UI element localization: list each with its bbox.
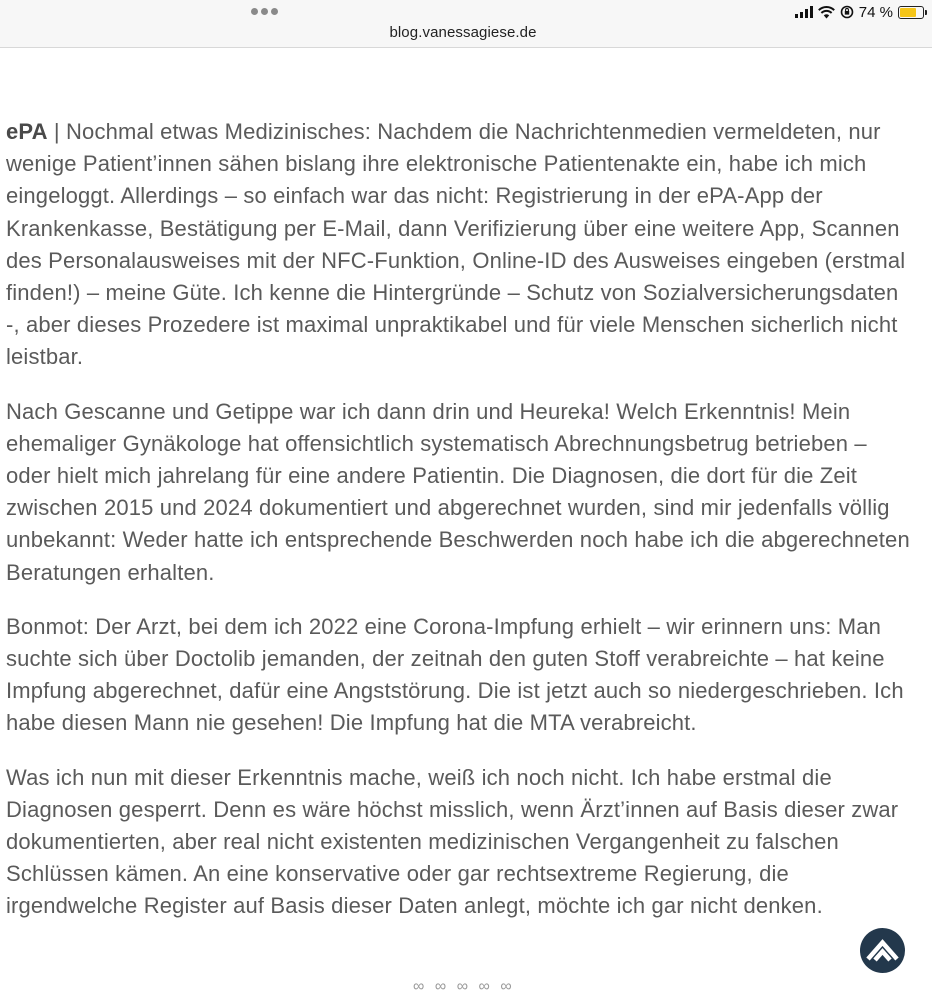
- battery-icon: [898, 6, 924, 19]
- article-paragraph: Bonmot: Der Arzt, bei dem ich 2022 eine Corona-Impfung erhielt – wir erinnern uns: Man suchte sich über Doctolib jemanden, der zeitnah den guten Stoff verabreichte – hat keine Impfung abgerechnet, dafür eine Angststörung. Die ist jetzt auch so niedergeschrieben. Ich habe diesen Mann nie gesehen! Die Impfung hat die MTA verabreicht.: [6, 613, 904, 736]
- article-paragraph: Was ich nun mit dieser Erkenntnis mache, weiß ich noch nicht. Ich habe erstmal die Diagnosen gesperrt. Denn es wäre höchst misslich, wenn Ärzt’innen auf Basis dieser zwar dokumentierten, aber real nicht existenten medizinischen Vergangenheit zu falschen Schlüssen kämen. An eine konservative oder gar rechtsextreme Regierung, die irgendwelche Register auf Basis dieser Daten anlegt, möchte ich gar nicht denken.: [6, 764, 899, 919]
- wifi-icon: [818, 6, 835, 19]
- article-body: [6, 116, 916, 945]
- scroll-to-top-button[interactable]: [860, 928, 905, 973]
- battery-fill: [900, 8, 916, 17]
- paragraph-text: Nochmal etwas Medizinisches: Nachdem die Nachrichtenmedien vermeldeten, nur wenige Patient’innen sähen bislang ihre elektronische Patientenakte ein, habe ich mich eingeloggt. Allerdings – so einfach war das nicht: Registrierung in der ePA-App der Krankenkasse, Bestätigung per E-Mail, dann Verifizierung über eine weitere App, Scannen des Personalausweises mit der NFC-Funktion, Online-ID des Ausweises eingeben (erstmal finden!) – meine Güte. Ich kenne die Hintergründe – Schutz von Sozialversicherungsdaten -, aber dieses Prozedere ist maximal unpraktikabel und für viele Menschen sicherlich nicht leistbar.: [6, 119, 906, 370]
- chevron-up-icon: [860, 928, 905, 973]
- signal-icon: [795, 6, 813, 18]
- article-paragraph: Nach Gescanne und Getippe war ich dann drin und Heureka! Welch Erkenntnis! Mein ehemaliger Gynäkologe hat offensichtlich systematisch Abrechnungsbetrug betrieben – oder hielt mich jahrelang für eine andere Patientin. Die Diagnosen, die dort für die Zeit zwischen 2015 und 2024 dokumentiert und abgerechnet wurden, sind mir jedenfalls völlig unbekannt: Weder hatte ich entsprechende Beschwerden noch habe ich die abgerechneten Beratungen erhalten.: [6, 398, 910, 585]
- orientation-lock-icon: [840, 5, 854, 19]
- post-separator: ∞ ∞ ∞ ∞ ∞: [413, 978, 515, 995]
- article-tag: ePA: [6, 119, 48, 144]
- article-paragraph: [6, 116, 916, 374]
- battery-percentage: 74 %: [858, 3, 893, 21]
- url-label[interactable]: blog.vanessagiese.de: [389, 24, 537, 41]
- tag-separator: |: [47, 119, 67, 144]
- menu-dots-icon[interactable]: [251, 8, 278, 15]
- system-status: [795, 3, 924, 21]
- browser-status-bar: [0, 0, 932, 48]
